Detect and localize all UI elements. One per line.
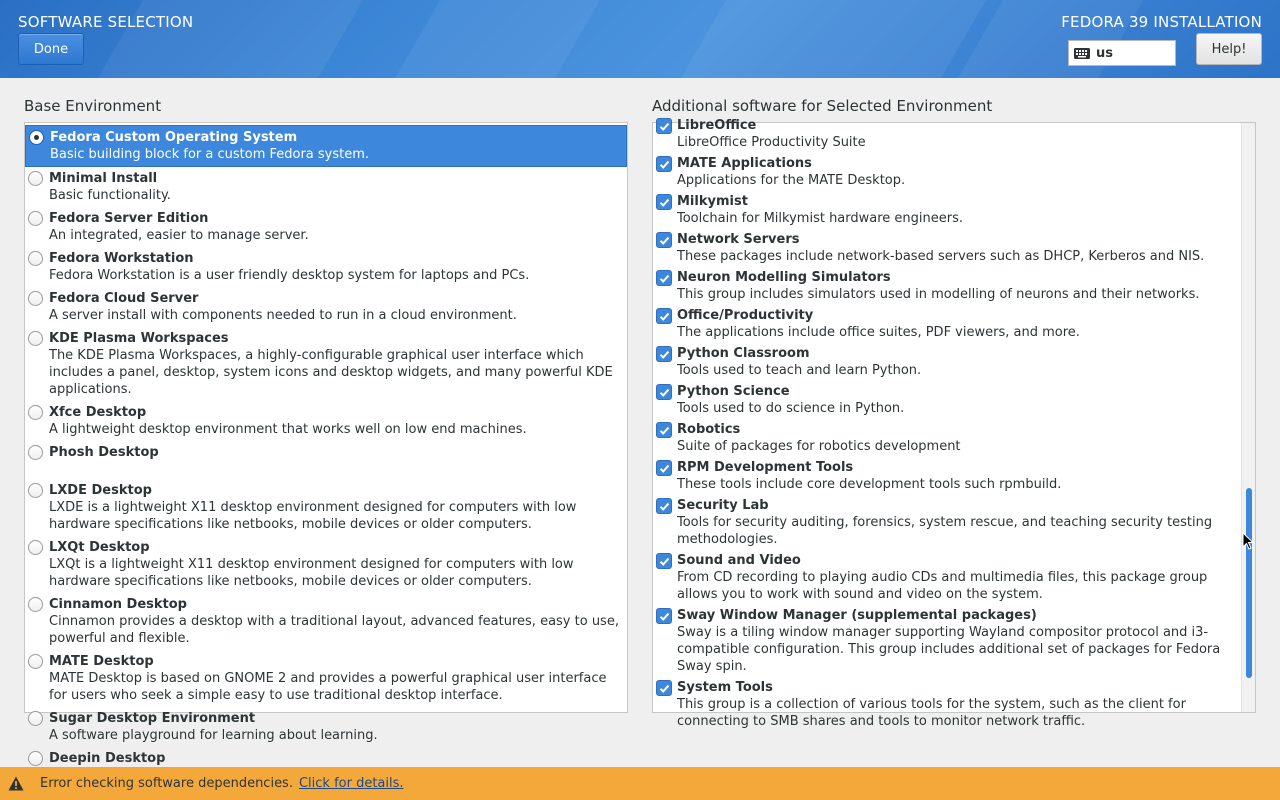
addon-name: Network Servers [677, 232, 800, 247]
checkmark-icon [658, 310, 671, 323]
option-description: An integrated, easier to manage server. [49, 228, 309, 243]
addon-name: Robotics [677, 422, 741, 437]
base-environment-option[interactable] [25, 167, 627, 207]
base-environment-option[interactable] [25, 247, 627, 287]
addon-name: System Tools [677, 680, 773, 695]
checkbox[interactable] [656, 460, 672, 476]
addon-option[interactable] [653, 419, 1255, 457]
addon-description: Sway is a tiling window manager supporting Wayland compositor protocol and i3-compatible configuration. This group includes additional set of packages for Fedora Sway spin. [677, 625, 1221, 674]
checkbox[interactable] [656, 232, 672, 248]
scrollbar-thumb[interactable] [1246, 488, 1252, 678]
checkbox[interactable] [656, 270, 672, 286]
addon-name: Sound and Video [677, 553, 801, 568]
checkmark-icon [658, 555, 671, 568]
checkmark-icon [658, 500, 671, 513]
base-environment-option[interactable] [25, 593, 627, 650]
addon-name: Security Lab [677, 498, 769, 513]
checkmark-icon [658, 120, 671, 133]
installation-title: FEDORA 39 INSTALLATION [1061, 13, 1262, 31]
addon-description: Tools used to teach and learn Python. [677, 363, 922, 378]
option-name: KDE Plasma Workspaces [49, 331, 229, 346]
base-environment-option[interactable] [25, 441, 627, 479]
addon-option[interactable] [653, 457, 1255, 495]
addon-description: These packages include network-based servers such as DHCP, Kerberos and NIS. [677, 249, 1205, 264]
option-name: LXQt Desktop [49, 540, 150, 555]
base-environment-option[interactable] [25, 207, 627, 247]
option-name: Minimal Install [49, 171, 158, 186]
checkmark-icon [658, 424, 671, 437]
radio-button[interactable] [29, 130, 44, 145]
header-bar [0, 0, 1280, 78]
checkmark-icon [658, 158, 671, 171]
addon-description: Tools for security auditing, forensics, system rescue, and teaching security testing methodologies. [677, 515, 1213, 547]
addon-description: Tools used to do science in Python. [677, 401, 905, 416]
radio-button[interactable] [28, 445, 43, 460]
radio-button[interactable] [28, 211, 43, 226]
checkbox[interactable] [656, 156, 672, 172]
addon-option[interactable] [653, 495, 1255, 550]
base-environment-heading: Base Environment [24, 97, 162, 115]
checkbox[interactable] [656, 118, 672, 134]
addon-name: RPM Development Tools [677, 460, 854, 475]
option-name: Fedora Workstation [49, 251, 194, 266]
checkmark-icon [658, 196, 671, 209]
addon-description: These tools include core development tools such rpmbuild. [677, 477, 1062, 492]
option-name: Deepin Desktop [49, 751, 166, 766]
addon-description: The applications include office suites, PDF viewers, and more. [677, 325, 1080, 340]
base-environment-list[interactable] [24, 122, 628, 766]
addon-option[interactable] [653, 115, 1255, 153]
option-description: The KDE Plasma Workspaces, a highly-configurable graphical user interface which includes a panel, desktop, system icons and desktop widgets, and many powerful KDE applications. [49, 348, 613, 397]
addon-name: Neuron Modelling Simulators [677, 270, 891, 285]
radio-button[interactable] [28, 711, 43, 726]
addon-option[interactable] [653, 381, 1255, 419]
keyboard-layout-label: us [1096, 45, 1113, 61]
addon-description: LibreOffice Productivity Suite [677, 135, 866, 150]
base-environment-option[interactable] [25, 125, 627, 167]
error-details-link[interactable]: Click for details. [298, 776, 404, 791]
radio-button[interactable] [28, 540, 43, 555]
option-description: Basic building block for a custom Fedora system. [50, 147, 370, 162]
radio-button[interactable] [28, 654, 43, 669]
keyboard-layout-indicator[interactable] [1068, 40, 1176, 66]
option-name: LXDE Desktop [49, 483, 152, 498]
radio-button[interactable] [28, 171, 43, 186]
radio-button[interactable] [28, 405, 43, 420]
radio-button[interactable] [28, 597, 43, 612]
addon-option[interactable] [653, 550, 1255, 605]
option-name: Cinnamon Desktop [49, 597, 187, 612]
base-environment-option[interactable] [25, 401, 627, 441]
radio-button[interactable] [28, 483, 43, 498]
keyboard-icon [1074, 48, 1090, 59]
option-description: Basic functionality. [49, 188, 171, 203]
addon-description: This group includes simulators used in modelling of neurons and their networks. [677, 287, 1200, 302]
addon-description: Suite of packages for robotics development [677, 439, 961, 454]
scrollbar[interactable] [1241, 123, 1255, 712]
option-description: A server install with components needed to run in a cloud environment. [49, 308, 517, 323]
done-button[interactable]: Done [18, 33, 84, 65]
checkbox[interactable] [656, 346, 672, 362]
option-description: LXQt is a lightweight X11 desktop environment designed for computers with low hardware specifications like netbooks, mobile devices or older computers. [49, 557, 574, 589]
addon-option[interactable] [653, 267, 1255, 305]
additional-software-list[interactable] [652, 118, 1256, 729]
addon-option[interactable] [653, 191, 1255, 229]
option-name: Fedora Server Edition [49, 211, 209, 226]
option-description: LXDE is a lightweight X11 desktop environment designed for computers with low hardware specifications like netbooks, mobile devices or older computers. [49, 500, 577, 532]
addon-option[interactable] [653, 605, 1255, 677]
addon-name: Office/Productivity [677, 308, 814, 323]
base-environment-option[interactable] [25, 327, 627, 401]
checkmark-icon [658, 348, 671, 361]
checkmark-icon [658, 386, 671, 399]
option-description: Fedora Workstation is a user friendly desktop system for laptops and PCs. [49, 268, 530, 283]
addon-name: Sway Window Manager (supplemental packages) [677, 608, 1037, 623]
checkmark-icon [658, 682, 671, 695]
checkmark-icon [658, 610, 671, 623]
checkbox[interactable] [656, 553, 672, 569]
addon-name: Milkymist [677, 194, 748, 209]
addon-option[interactable] [653, 229, 1255, 267]
base-environment-option[interactable] [25, 650, 627, 707]
checkmark-icon [658, 272, 671, 285]
base-environment-option[interactable] [25, 536, 627, 593]
page-title: SOFTWARE SELECTION [18, 13, 194, 31]
option-name: Fedora Cloud Server [49, 291, 199, 306]
checkmark-icon [658, 462, 671, 475]
addon-option[interactable] [653, 153, 1255, 191]
checkbox[interactable] [656, 422, 672, 438]
help-button[interactable]: Help! [1196, 33, 1262, 65]
radio-button[interactable] [28, 331, 43, 346]
addon-description: From CD recording to playing audio CDs and multimedia files, this package group allows you to work with sound and video on the system. [677, 570, 1208, 602]
option-name: Xfce Desktop [49, 405, 147, 420]
addon-name: LibreOffice [677, 118, 757, 133]
radio-button[interactable] [28, 291, 43, 306]
mouse-cursor-icon [1242, 532, 1254, 550]
addon-name: Python Classroom [677, 346, 810, 361]
base-environment-option[interactable] [25, 287, 627, 327]
checkbox[interactable] [656, 384, 672, 400]
addon-option[interactable] [653, 677, 1255, 732]
checkbox[interactable] [656, 498, 672, 514]
option-description: A lightweight desktop environment that works well on low end machines. [49, 422, 527, 437]
checkbox[interactable] [656, 608, 672, 624]
error-message: Error checking software dependencies. [40, 776, 293, 791]
error-notification-bar [0, 767, 1280, 800]
option-description: A software playground for learning about learning. [49, 728, 378, 743]
warning-icon [8, 776, 24, 791]
addon-name: Python Science [677, 384, 790, 399]
checkbox[interactable] [656, 680, 672, 696]
addon-description: Applications for the MATE Desktop. [677, 173, 906, 188]
option-description: Cinnamon provides a desktop with a traditional layout, advanced features, easy to use, powerful and flexible. [49, 614, 619, 646]
addon-name: MATE Applications [677, 156, 812, 171]
addon-description: This group is a collection of various tools for the system, such as the client for connecting to SMB shares and tools to monitor network traffic. [677, 697, 1186, 729]
checkmark-icon [658, 234, 671, 247]
option-name: MATE Desktop [49, 654, 154, 669]
option-name: Phosh Desktop [49, 445, 159, 460]
checkbox[interactable] [656, 194, 672, 210]
additional-software-heading: Additional software for Selected Environment [652, 97, 993, 115]
radio-button[interactable] [28, 251, 43, 266]
base-environment-option[interactable] [25, 707, 627, 747]
addon-option[interactable] [653, 305, 1255, 343]
addon-description: Toolchain for Milkymist hardware engineers. [677, 211, 964, 226]
option-description: MATE Desktop is based on GNOME 2 and provides a powerful graphical user interface for users who seek a simple easy to use traditional desktop interface. [49, 671, 607, 703]
option-name: Sugar Desktop Environment [49, 711, 256, 726]
addon-option[interactable] [653, 343, 1255, 381]
option-name: Fedora Custom Operating System [50, 130, 298, 145]
checkbox[interactable] [656, 308, 672, 324]
base-environment-option[interactable] [25, 479, 627, 536]
radio-button[interactable] [28, 751, 43, 766]
